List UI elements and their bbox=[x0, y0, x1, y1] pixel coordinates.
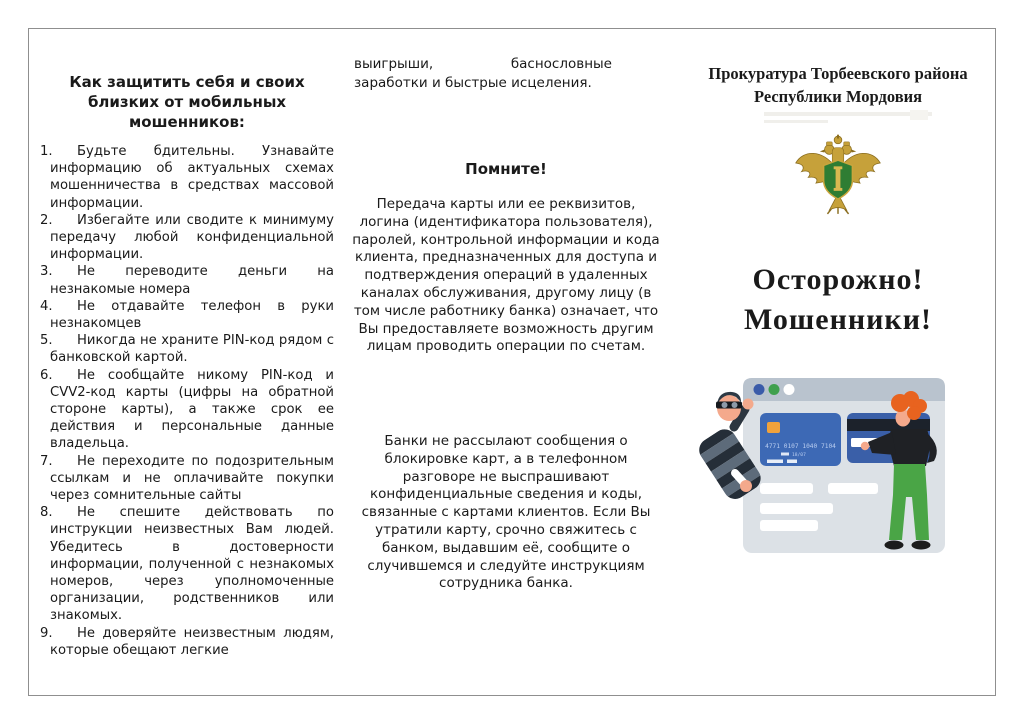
list-item bbox=[40, 625, 334, 659]
middle-column bbox=[352, 0, 660, 694]
credit-card-front-graphic bbox=[760, 413, 841, 466]
list-item-text: Не отдавайте телефон в руки незнакомцев bbox=[50, 298, 334, 332]
list-item-text: Не переводите деньги на незнакомые номера bbox=[50, 264, 334, 297]
prosecutor-eagle-emblem-icon bbox=[790, 133, 886, 217]
warning-title bbox=[688, 260, 988, 340]
reminder-paragraph: Передача карты или ее реквизитов, логина (идентификатора пользователя), паролей, контрольной информации и кода клиента, предназначенных для доступа и подтверждения операций в удаленных каналах обслуживания, другому лицу (в том числе работнику банка) означает, что Вы предоставляете возможность другим лицам проводить операции по счетам. bbox=[352, 196, 660, 355]
list-item bbox=[40, 367, 334, 453]
organization-title bbox=[688, 62, 988, 108]
list-item-number: 8. bbox=[40, 505, 53, 521]
list-item bbox=[40, 143, 334, 212]
reminder-heading: Помните! bbox=[465, 160, 547, 178]
continuation-text: выигрыши, баснословные заработки и быстрые исцеления. bbox=[354, 56, 612, 91]
list-item bbox=[40, 212, 334, 264]
list-item-text: Не спешите действовать по инструкции неизвестных Вам людей. Убедитесь в достоверности информации, полученной с незнакомых номеров, через уполномоченные организации, родственников или знакомых. bbox=[50, 505, 334, 624]
card-expiry-text: 18/07 bbox=[792, 453, 806, 458]
organization-line1: Прокуратура Торбеевского района bbox=[708, 64, 968, 83]
list-item bbox=[40, 263, 334, 297]
list-item bbox=[40, 298, 334, 332]
faded-text-artifact bbox=[910, 110, 928, 120]
left-column bbox=[40, 72, 334, 659]
list-item-number: 5. bbox=[40, 333, 53, 349]
card-number-text: 4771 0107 1040 7104 bbox=[765, 443, 836, 450]
warning-title-line1: Осторожно! bbox=[752, 263, 924, 296]
tips-list bbox=[40, 143, 334, 659]
list-item-number: 9. bbox=[40, 625, 53, 641]
list-item-number: 4. bbox=[40, 298, 53, 314]
list-item-text: Будьте бдительны. Узнавайте информацию об актуальных схемах мошенничества в средствах массовой информации. bbox=[50, 144, 334, 211]
list-item-text: Не сообщайте никому PIN-код и CVV2-код карты (цифры на обратной стороне карты), а также срок ее действия и персональные данные владельца. bbox=[50, 367, 334, 452]
list-item bbox=[40, 504, 334, 624]
list-item bbox=[40, 332, 334, 366]
faded-text-artifact bbox=[764, 120, 828, 123]
fraud-illustration bbox=[688, 363, 988, 595]
list-item-text: Избегайте или сводите к минимуму передачу любой конфиденциальной информации. bbox=[50, 212, 334, 263]
list-item-text: Не доверяйте неизвестным людям, которые обещают легкие bbox=[50, 625, 334, 658]
list-item bbox=[40, 453, 334, 505]
list-item-number: 2. bbox=[40, 212, 53, 228]
warning-title-line2: Мошенники! bbox=[744, 303, 932, 336]
left-column-heading: Как защитить себя и своих близких от мобильных мошенников: bbox=[69, 73, 305, 131]
faded-text-artifact bbox=[764, 112, 932, 116]
list-item-text: Никогда не храните PIN-код рядом с банковской картой. bbox=[50, 333, 334, 366]
list-item-number: 6. bbox=[40, 367, 53, 383]
list-item-number: 3. bbox=[40, 264, 53, 280]
organization-line2: Республики Мордовия bbox=[753, 87, 923, 106]
right-column bbox=[688, 0, 988, 694]
list-item-number: 1. bbox=[40, 144, 53, 159]
banks-paragraph: Банки не рассылают сообщения о блокировке карт, а в телефонном разговоре не выспрашивают конфиденциальные сведения и коды, связанные с картами клиентов. Если Вы утратили карту, срочно свяжитесь с банком, выдавшим её, сообщите о случившемся и следуйте инструкциям сотрудника банка. bbox=[361, 433, 651, 592]
list-item-text: Не переходите по подозрительным ссылкам и не оплачивайте покупки через сомнительные сайты bbox=[50, 453, 334, 504]
list-item-number: 7. bbox=[40, 453, 53, 469]
